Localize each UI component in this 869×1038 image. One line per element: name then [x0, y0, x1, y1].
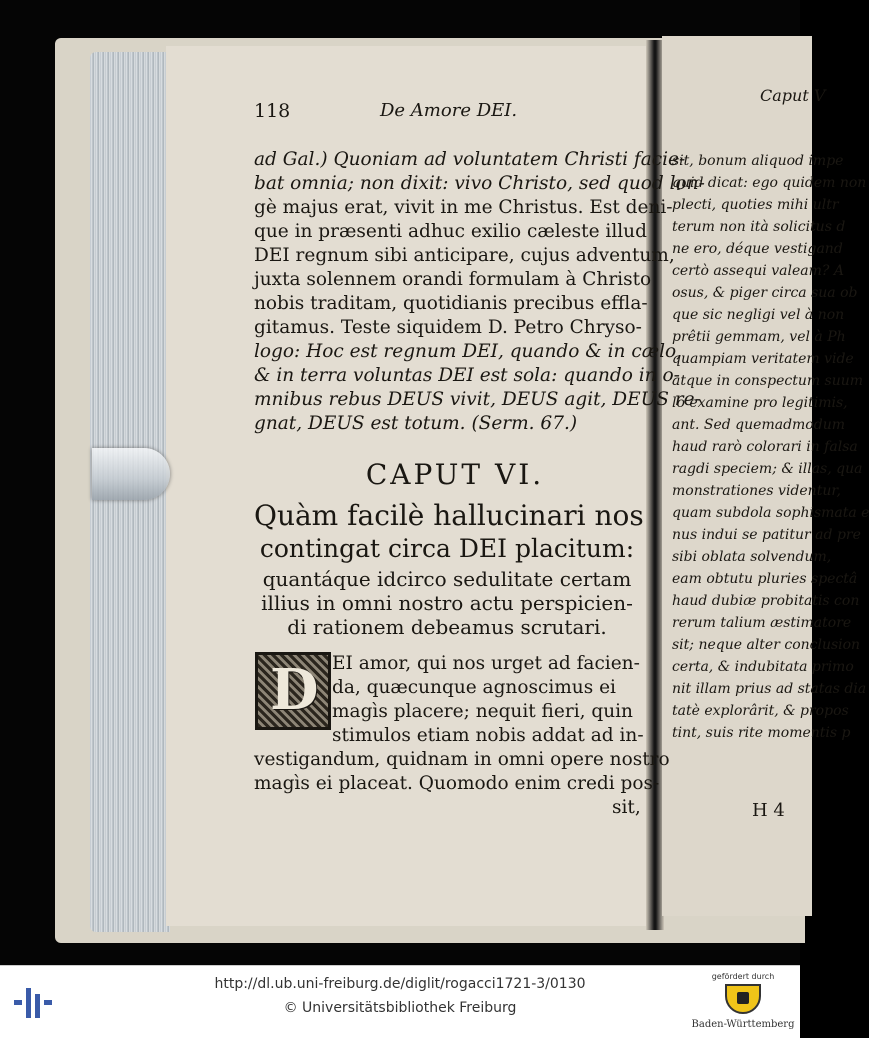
paragraph-line: magìs placere; nequit fieri, quin [332, 701, 633, 722]
signature-mark: H 4 [752, 800, 785, 821]
right-line: certa, & indubitata primo [672, 659, 854, 675]
chapter-title-line: quantáque idcirco sedulitate certam [262, 567, 632, 591]
right-line: haud dubiæ probitatis con [672, 593, 860, 609]
paragraph-line: da, quæcunque agnoscimus ei [332, 677, 616, 698]
right-line: lo examine pro legitimis, [672, 395, 848, 411]
paragraph-line: stimulos etiam nobis addat ad in- [332, 725, 644, 746]
body-line: gnat, DEUS est totum. (Serm. 67.) [254, 413, 578, 434]
body-line: gitamus. Teste siquidem D. Petro Chryso- [254, 317, 642, 338]
right-line: nus indui se patitur ad pre [672, 527, 861, 543]
body-line: que in præsenti adhuc exilio cæleste illud [254, 221, 647, 242]
page-number: 118 [254, 100, 291, 122]
paragraph-line: vestigandum, quidnam in omni opere nostro [254, 749, 670, 770]
right-line: tatè explorârit, & propos [672, 703, 849, 719]
chapter-title-line: Quàm facilè hallucinari nos [254, 499, 644, 532]
chapter-title-line: contingat circa DEI placitum: [259, 534, 635, 563]
right-line: ragdi speciem; & illas, qua [672, 461, 863, 477]
footer-copyright: © Universitätsbibliothek Freiburg [283, 1000, 517, 1016]
right-line: ant. Sed quemadmodum [672, 417, 845, 433]
body-line: gè majus erat, vivit in me Christus. Est deni- [254, 197, 673, 218]
chapter-title-line: di rationem debeamus scrutari. [287, 615, 607, 639]
right-line: sibi oblata solvendum, [672, 549, 832, 565]
right-line: que sic negligi vel à non [672, 307, 845, 323]
paragraph-line: EI amor, qui nos urget ad facien- [332, 653, 640, 674]
body-line: & in terra voluntas DEI est sola: quando in o- [254, 365, 680, 386]
body-line: mnibus rebus DEUS vivit, DEUS agit, DEUS re- [254, 389, 701, 410]
body-line: DEI regnum sibi anticipare, cujus adventum, [254, 245, 675, 266]
right-line: terum non ità solicitus d [672, 219, 846, 235]
right-line: nit illam prius ad statas dia [672, 681, 867, 697]
body-line: nobis traditam, quotidianis precibus effla- [254, 293, 648, 314]
footer-bar [0, 965, 800, 1038]
right-line: sit; neque alter conclusion [672, 637, 861, 653]
drop-cap [255, 652, 331, 730]
right-line: atque in conspectum suum [672, 373, 864, 389]
right-line: sit, bonum aliquod impe [672, 153, 844, 169]
sponsor-label: gefördert durch [711, 972, 775, 981]
body-line: juxta solennem orandi formulam à Christo [254, 269, 652, 290]
right-line: haud rarò colorari in falsa [672, 439, 858, 455]
right-line: prêtii gemmam, vel à Ph [672, 329, 846, 345]
right-line: tint, suis rite momentis p [672, 725, 851, 741]
right-line: quam subdola sophismata e [672, 505, 869, 521]
footer-url-link[interactable]: http://dl.ub.uni-freiburg.de/diglit/rogacci1721-3/0130 [214, 976, 586, 992]
sponsor-name: Baden-Württemberg [691, 1019, 795, 1030]
body-line: logo: Hoc est regnum DEI, quando & in cælo, [254, 341, 683, 362]
drop-cap-letter: D [270, 657, 319, 723]
body-line: bat omnia; non dixit: vivo Christo, sed quod lon- [254, 173, 705, 194]
chapter-heading: CAPUT VI. [365, 458, 545, 491]
right-line: monstrationes videntur, [672, 483, 841, 499]
right-line: quid dicat: ego quidem non [672, 175, 867, 191]
right-line: eam obtutu pluries spectâ [672, 571, 858, 587]
right-line: rerum talium æstimatore [672, 615, 852, 631]
page-clip [92, 448, 170, 500]
right-line: plecti, quoties mihi ultr [672, 197, 839, 213]
paragraph-line: magìs ei placeat. Quomodo enim credi pos- [254, 773, 660, 794]
right-line: ne ero, déque vestigand [672, 241, 843, 257]
right-line: osus, & piger circa sua ob [672, 285, 858, 301]
body-line: ad Gal.) Quoniam ad voluntatem Christi facie- [254, 149, 686, 170]
right-line: quampiam veritatem vide [672, 351, 854, 367]
chapter-title-line: illius in omni nostro actu perspicien- [261, 591, 633, 615]
right-running-head: Caput V [760, 86, 826, 105]
right-line: certò assequi valeam? A [672, 263, 844, 279]
running-head: De Amore DEI. [380, 100, 518, 121]
paragraph-line: sit, [612, 797, 641, 818]
